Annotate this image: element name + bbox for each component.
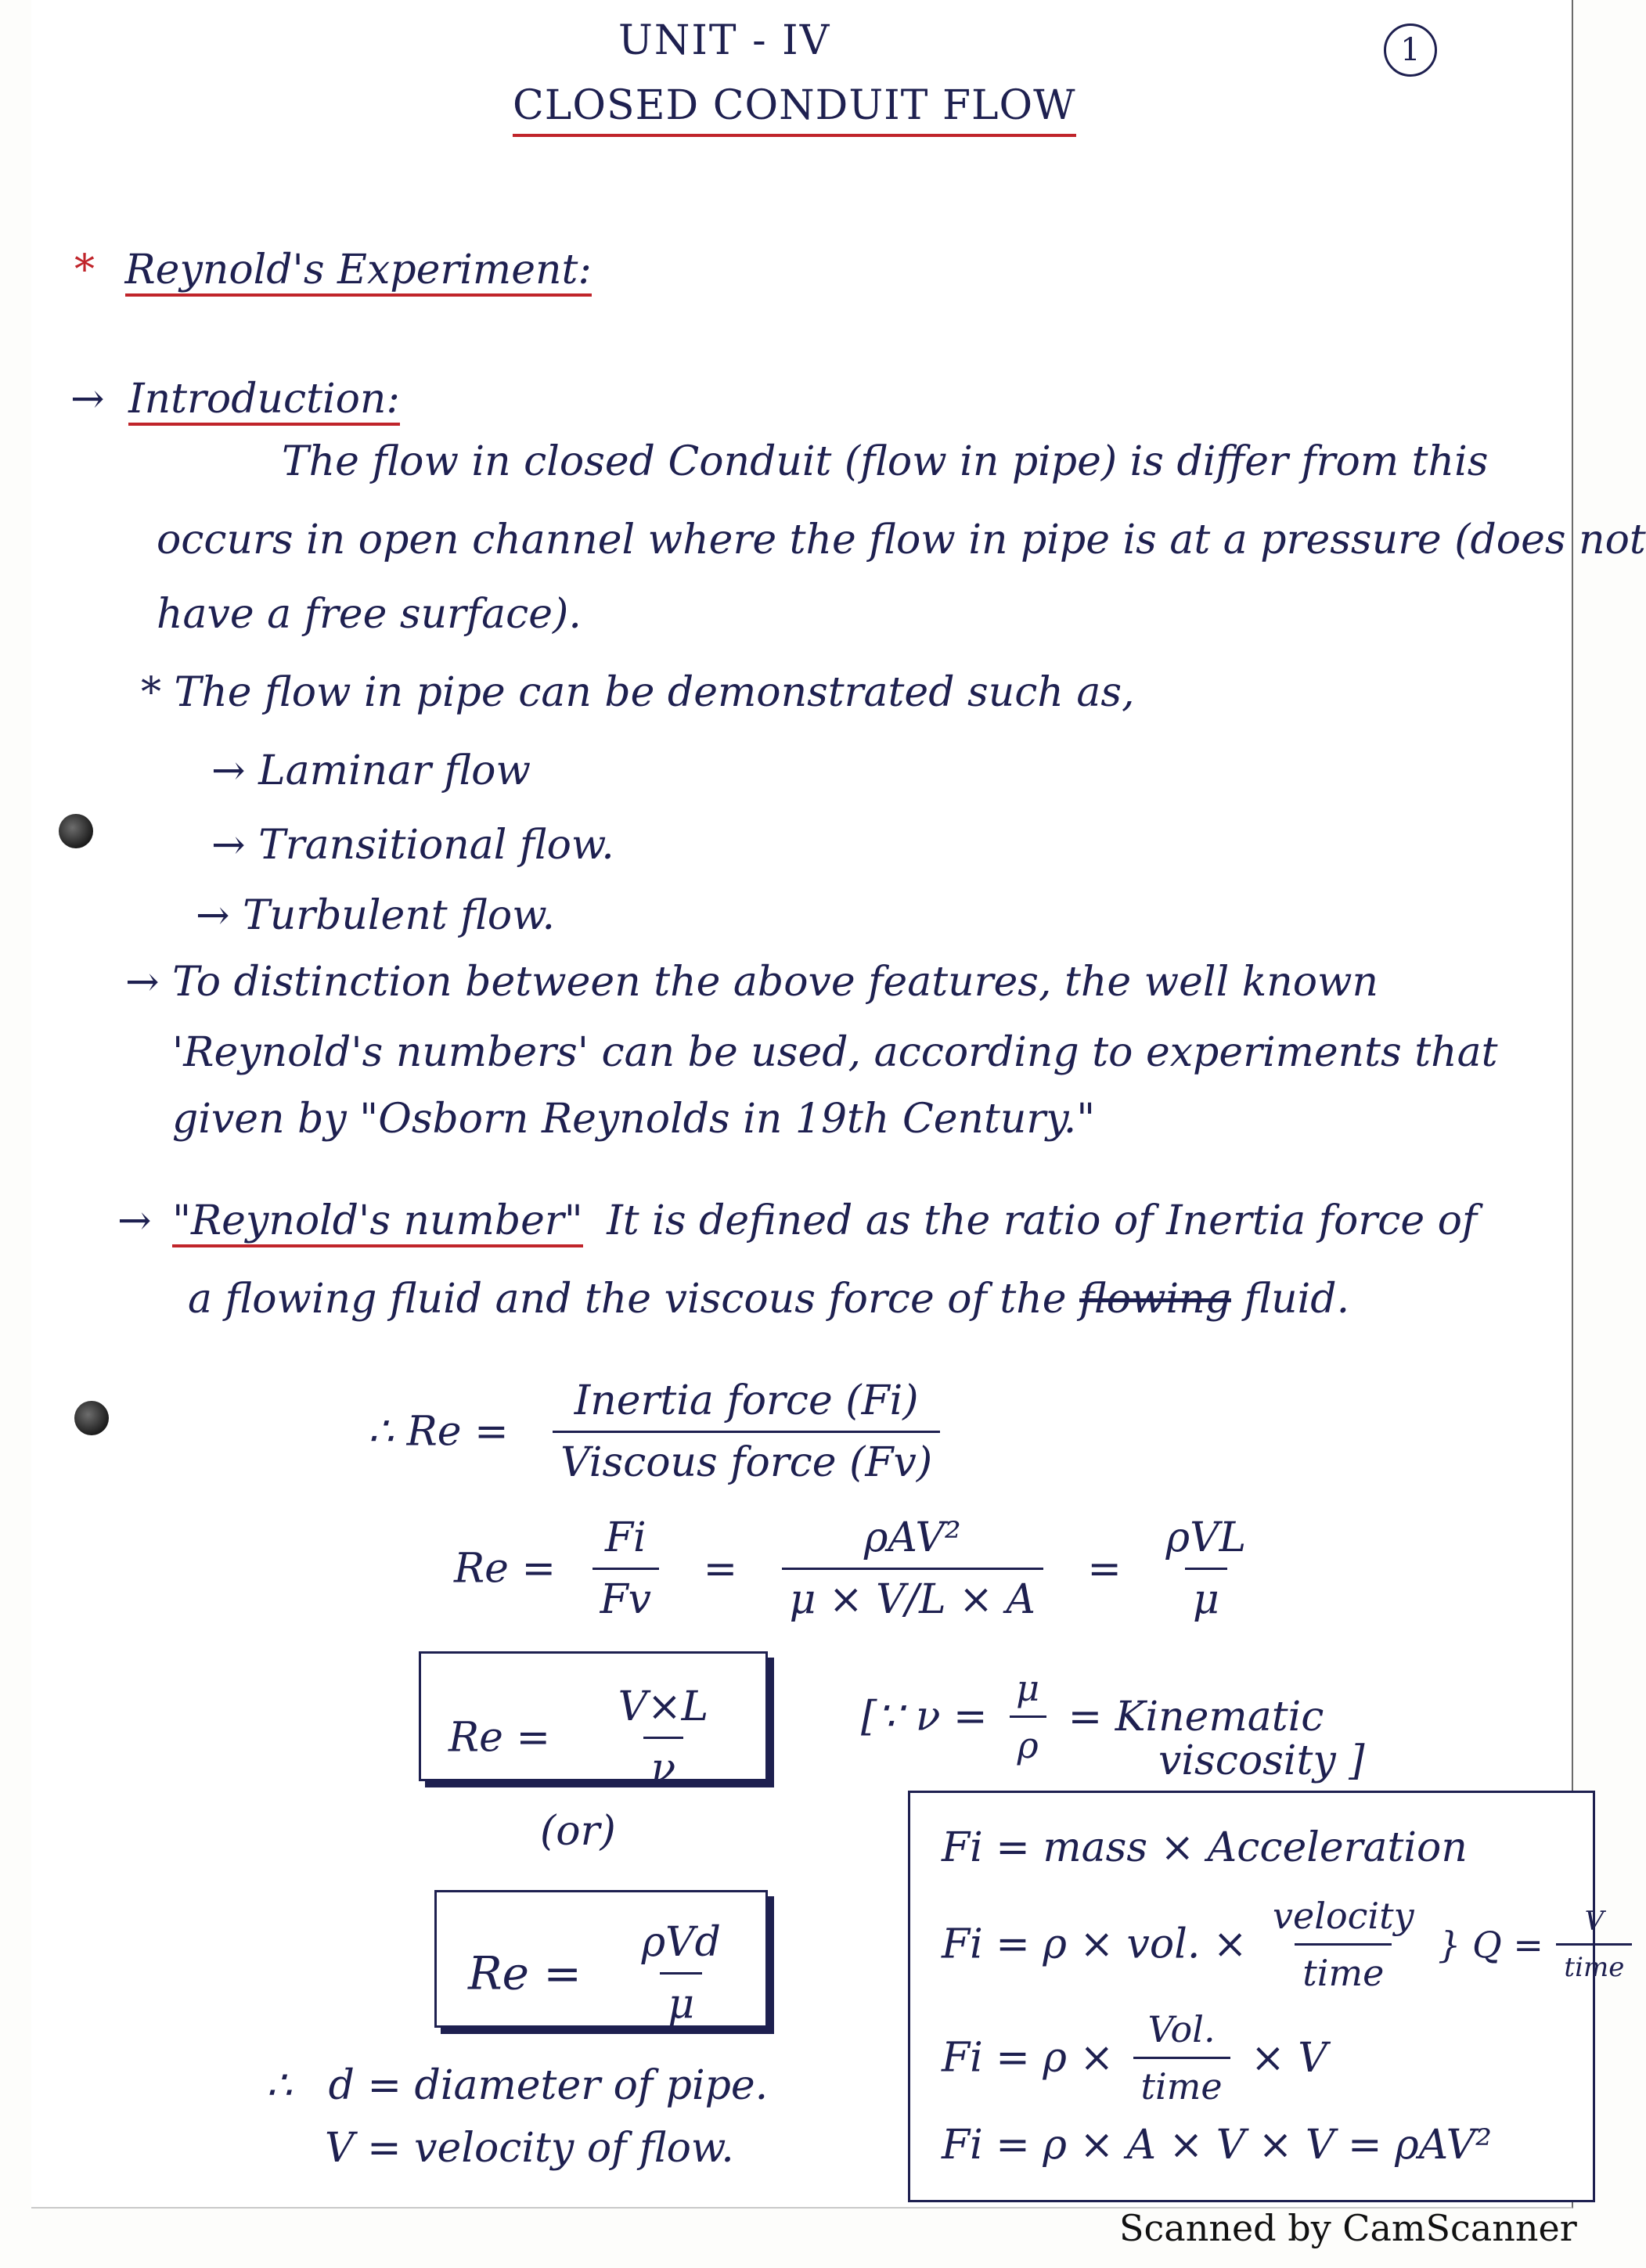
kinematic-text: = Kinematic [1068,1693,1324,1741]
eq2-fraction-3 [1158,1514,1255,1623]
box2-content [468,1919,729,2028]
intro-heading-text: Introduction: [128,376,400,426]
eq2-equals: = [703,1545,738,1593]
definition-line-1 [117,1197,1477,1244]
or-label: (or) [540,1808,616,1855]
eq1-numerator: Inertia force (Fi) [574,1377,919,1424]
note-line-1: Fi = mass × Acceleration [942,1824,1468,1871]
note-line-4: Fi = ρ × A × V × V = ρAV² [942,2122,1493,2169]
box1-fraction [610,1683,717,1792]
note-side-den: time [1556,1943,1632,1983]
box2-lhs: Re = [468,1946,582,2000]
eq2-f2-num: ρAV² [863,1514,961,1561]
equation-2 [454,1514,1254,1623]
note-line-2-num: velocity [1273,1895,1414,1937]
eq2-fraction-2 [782,1514,1043,1623]
box1-content [448,1683,716,1792]
intro-heading [70,376,400,423]
arrow-icon: → [117,1197,152,1244]
equation-1 [368,1377,940,1486]
definition-text-3: fluid. [1244,1276,1350,1323]
note-side-num: V [1584,1906,1605,1937]
kinematic-den: ρ [1010,1715,1046,1766]
intro-line-3: have a free surface). [157,591,582,638]
box2-den: μ [660,1972,702,2028]
reynolds-number-term: "Reynold's number" [172,1197,583,1247]
note-line-3 [942,2008,1327,2108]
definition-text: It is defined as the ratio of Inertia force of [607,1197,1478,1244]
kinematic-text-2: viscosity ] [1158,1737,1365,1784]
box1-den: ν [643,1737,684,1792]
box1-num: V×L [618,1683,709,1730]
eq2-lhs: Re = [454,1545,556,1593]
eq1-lhs: ∴ Re = [368,1408,509,1456]
eq2-equals-2: = [1087,1545,1122,1593]
distinction-line-2: 'Reynold's numbers' can be used, according to experiments that [172,1029,1498,1076]
result-box-2 [434,1890,768,2028]
asterisk-bullet: * [74,247,95,293]
definition-line-2 [188,1276,1349,1323]
definition-text-2: a flowing fluid and the viscous force of the [188,1276,1067,1323]
note-line-3-prefix: Fi = ρ × [942,2034,1115,2082]
kinematic-num: μ [1016,1667,1040,1709]
box2-fraction [634,1919,729,2028]
intro-line-1: The flow in closed Conduit (flow in pipe) is differ from this [282,438,1489,485]
notebook-page [31,0,1646,2209]
box1-lhs: Re = [448,1714,551,1762]
eq2-f1-num: Fi [604,1514,647,1561]
note-line-3-suffix: × V [1251,2034,1327,2082]
note-line-2-prefix: Fi = ρ × vol. × [942,1921,1248,1968]
intro-line-2: occurs in open channel where the flow in pipe is at a pressure (does not [157,517,1646,563]
scanner-watermark: Scanned by CamScanner [1119,2207,1577,2249]
box2-num: ρVd [641,1919,721,1966]
note-line-3-fraction [1133,2008,1230,2108]
punch-hole-1 [59,814,93,848]
arrow-icon: → [70,376,105,423]
therefore-symbol: ∴ [266,2062,293,2109]
unit-title: UNIT - IV [618,17,831,64]
eq1-denominator: Viscous force (Fv) [553,1431,940,1486]
eq2-f3-num: ρVL [1165,1514,1247,1561]
distinction-line-1: → To distinction between the above features, the well known [125,959,1379,1006]
note-line-2-fraction [1265,1895,1422,1994]
result-box-1 [419,1651,768,1792]
flow-type-laminar: → Laminar flow [211,747,531,794]
eq2-fraction-1 [592,1514,659,1623]
flow-type-turbulent: → Turbulent flow. [196,892,556,939]
note-line-3-num: Vol. [1147,2008,1216,2050]
flow-type-transitional: → Transitional flow. [211,822,614,869]
struck-word: flowing [1079,1276,1231,1323]
note-line-2-den: time [1295,1943,1392,1994]
distinction-line-3: given by "Osborn Reynolds in 19th Century." [172,1096,1096,1143]
page-number: 1 [1384,23,1437,77]
note-line-3-den: time [1133,2057,1230,2108]
kinematic-fraction [1008,1667,1047,1766]
eq2-f1-den: Fv [592,1568,659,1623]
flow-types-lead: * The flow in pipe can be demonstrated such as, [141,669,1135,716]
page-title: CLOSED CONDUIT FLOW [513,82,1076,137]
note-side-prefix: } Q = [1438,1923,1543,1966]
eq2-f2-den: μ × V/L × A [782,1568,1043,1623]
section-heading [74,247,592,293]
note-side-fraction [1556,1906,1632,1983]
punch-hole-2 [74,1401,109,1435]
eq1-fraction [553,1377,940,1486]
variable-d [266,2062,768,2109]
force-derivation-box [908,1791,1625,2202]
variable-d-text: d = diameter of pipe. [328,2062,769,2109]
variable-v: V = velocity of flow. [325,2125,734,2172]
note-line-2 [942,1895,1632,1994]
section-heading-text: Reynold's Experiment: [125,247,592,297]
eq2-f3-den: μ [1185,1568,1227,1623]
kinematic-prefix: [∵ ν = [861,1693,988,1741]
